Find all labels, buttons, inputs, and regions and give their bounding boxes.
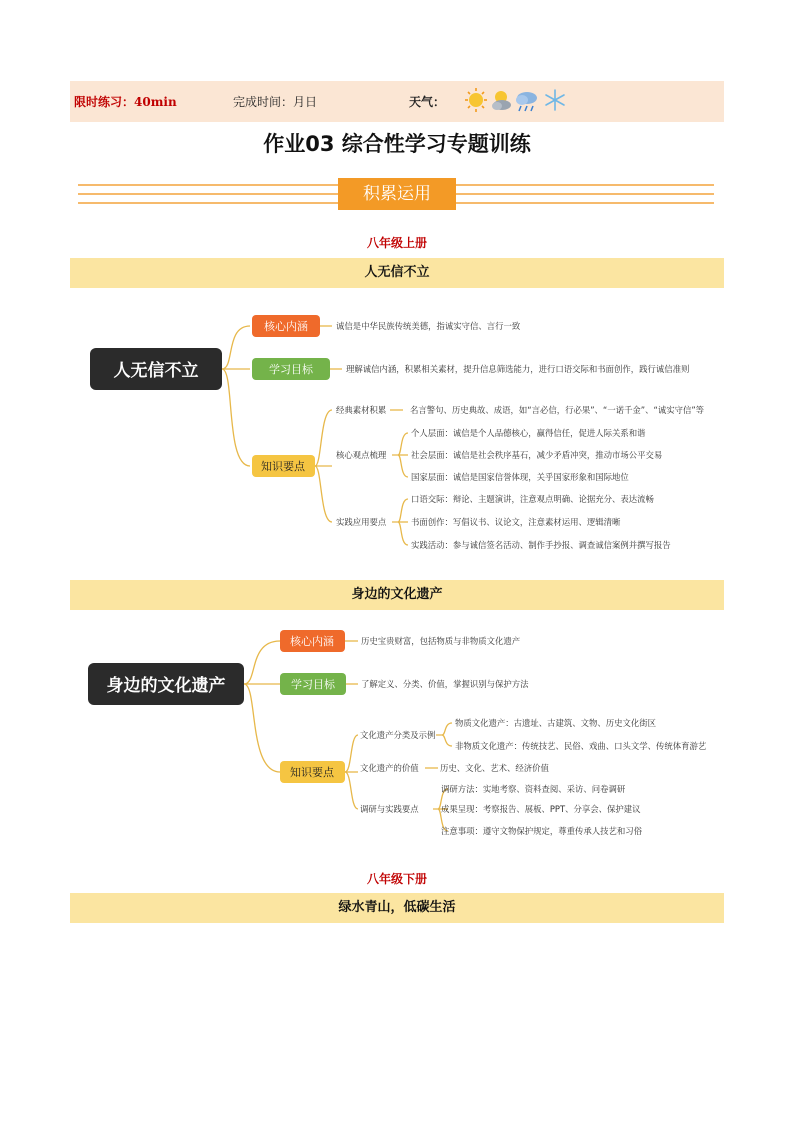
grade-upper: 八年级上册 <box>366 236 427 250</box>
topic1-goal-label: 学习目标 <box>269 363 313 376</box>
topic1-s1-text: 名言警句、历史典故、成语，如“言必信，行必果”、“一诺千金”、“诚实守信”等 <box>410 405 705 415</box>
topic1-mindmap <box>70 300 724 560</box>
topic1-core-label: 核心内涵 <box>264 320 308 333</box>
topic2-know-label: 知识要点 <box>290 766 334 779</box>
topic1-goal-text: 理解诚信内涵，积累相关素材，提升信息筛选能力，进行口语交际和书面创作，践行诚信准则 <box>346 364 690 374</box>
sun-icon[interactable] <box>465 88 487 112</box>
topic1-root-node <box>90 348 222 390</box>
topic2-core-node <box>280 630 345 652</box>
topic3-band: 绿水青山，低碳生活 <box>70 893 724 923</box>
topic2-goal-node <box>280 673 346 695</box>
snowflake-icon[interactable] <box>546 90 564 110</box>
topic1-s3-item: 书面创作：写倡议书、议论文，注意素材运用、逻辑清晰 <box>411 517 621 527</box>
sun-cloud-icon[interactable] <box>492 91 511 110</box>
topic2-core-label: 核心内涵 <box>290 635 334 648</box>
topic2-s3-item: 注意事项：遵守文物保护规定，尊重传承人技艺和习俗 <box>441 826 642 836</box>
topic2-s2-label: 文化遗产的价值 <box>360 763 419 773</box>
topic2-s3-label: 调研与实践要点 <box>360 804 419 814</box>
topic2-s1-item: 非物质文化遗产：传统技艺、民俗、戏曲、口头文学、传统体育游艺 <box>455 741 707 751</box>
topic1-root-label: 人无信不立 <box>113 361 199 381</box>
page-title: 作业03 综合性学习专题训练 <box>263 132 531 156</box>
topic1-s3-label: 实践应用要点 <box>336 517 387 527</box>
topic2-know-node <box>280 761 345 783</box>
topic2-s1-label: 文化遗产分类及示例 <box>360 730 436 740</box>
topic1-know-label: 知识要点 <box>261 460 305 473</box>
topic1-goal-node <box>252 358 330 380</box>
topic1-s2-label: 核心观点梳理 <box>336 450 387 460</box>
topic2-s3-item: 调研方法：实地考察、资料查阅、采访、问卷调研 <box>441 784 626 794</box>
topic2-band: 身边的文化遗产 <box>70 580 724 610</box>
topic2-goal-label: 学习目标 <box>291 678 335 691</box>
topic1-s2-item: 社会层面：诚信是社会秩序基石，减少矛盾冲突，推动市场公平交易 <box>411 450 663 460</box>
topic1-s2-item: 国家层面：诚信是国家信誉体现，关乎国家形象和国际地位 <box>411 472 629 482</box>
weather-label: 天气： <box>409 95 446 109</box>
topic1-core-node <box>252 315 320 337</box>
topic2-core-text: 历史宝贵财富，包括物质与非物质文化遗产 <box>361 636 521 646</box>
topic1-s2-item: 个人层面：诚信是个人品德核心，赢得信任，促进人际关系和谐 <box>411 428 646 438</box>
topic1-know-node <box>252 455 315 477</box>
topic2-s2-text: 历史、文化、艺术、经济价值 <box>440 763 549 773</box>
topic1-s3-item: 实践活动：参与诚信签名活动、制作手抄报、调查诚信案例并撰写报告 <box>411 540 671 550</box>
topic1-s3-item: 口语交际：辩论、主题演讲，注意观点明确、论据充分、表达流畅 <box>411 494 654 504</box>
topic2-root-node <box>88 663 244 705</box>
topic2-goal-text: 了解定义、分类、价值，掌握识别与保护方法 <box>361 679 529 689</box>
finish-time-label: 完成时间：月日 <box>233 95 318 109</box>
section-label: 积累运用 <box>338 178 456 210</box>
topic2-s3-item: 成果呈现：考察报告、展板、PPT、分享会、保护建议 <box>441 804 641 814</box>
topic1-s1-label: 经典素材积累 <box>336 405 387 415</box>
topic2-root-label: 身边的文化遗产 <box>106 676 226 696</box>
topic2-s1-item: 物质文化遗产：古遗址、古建筑、文物、历史文化街区 <box>455 718 656 728</box>
time-limit-label: 限时练习：40min <box>74 95 177 109</box>
rain-cloud-icon[interactable] <box>516 92 537 111</box>
topic1-band: 人无信不立 <box>70 258 724 288</box>
topic2-mindmap <box>70 622 724 852</box>
grade-lower: 八年级下册 <box>366 872 427 886</box>
topic1-core-text: 诚信是中华民族传统美德，指诚实守信、言行一致 <box>336 321 521 331</box>
weather-icons <box>465 86 567 114</box>
